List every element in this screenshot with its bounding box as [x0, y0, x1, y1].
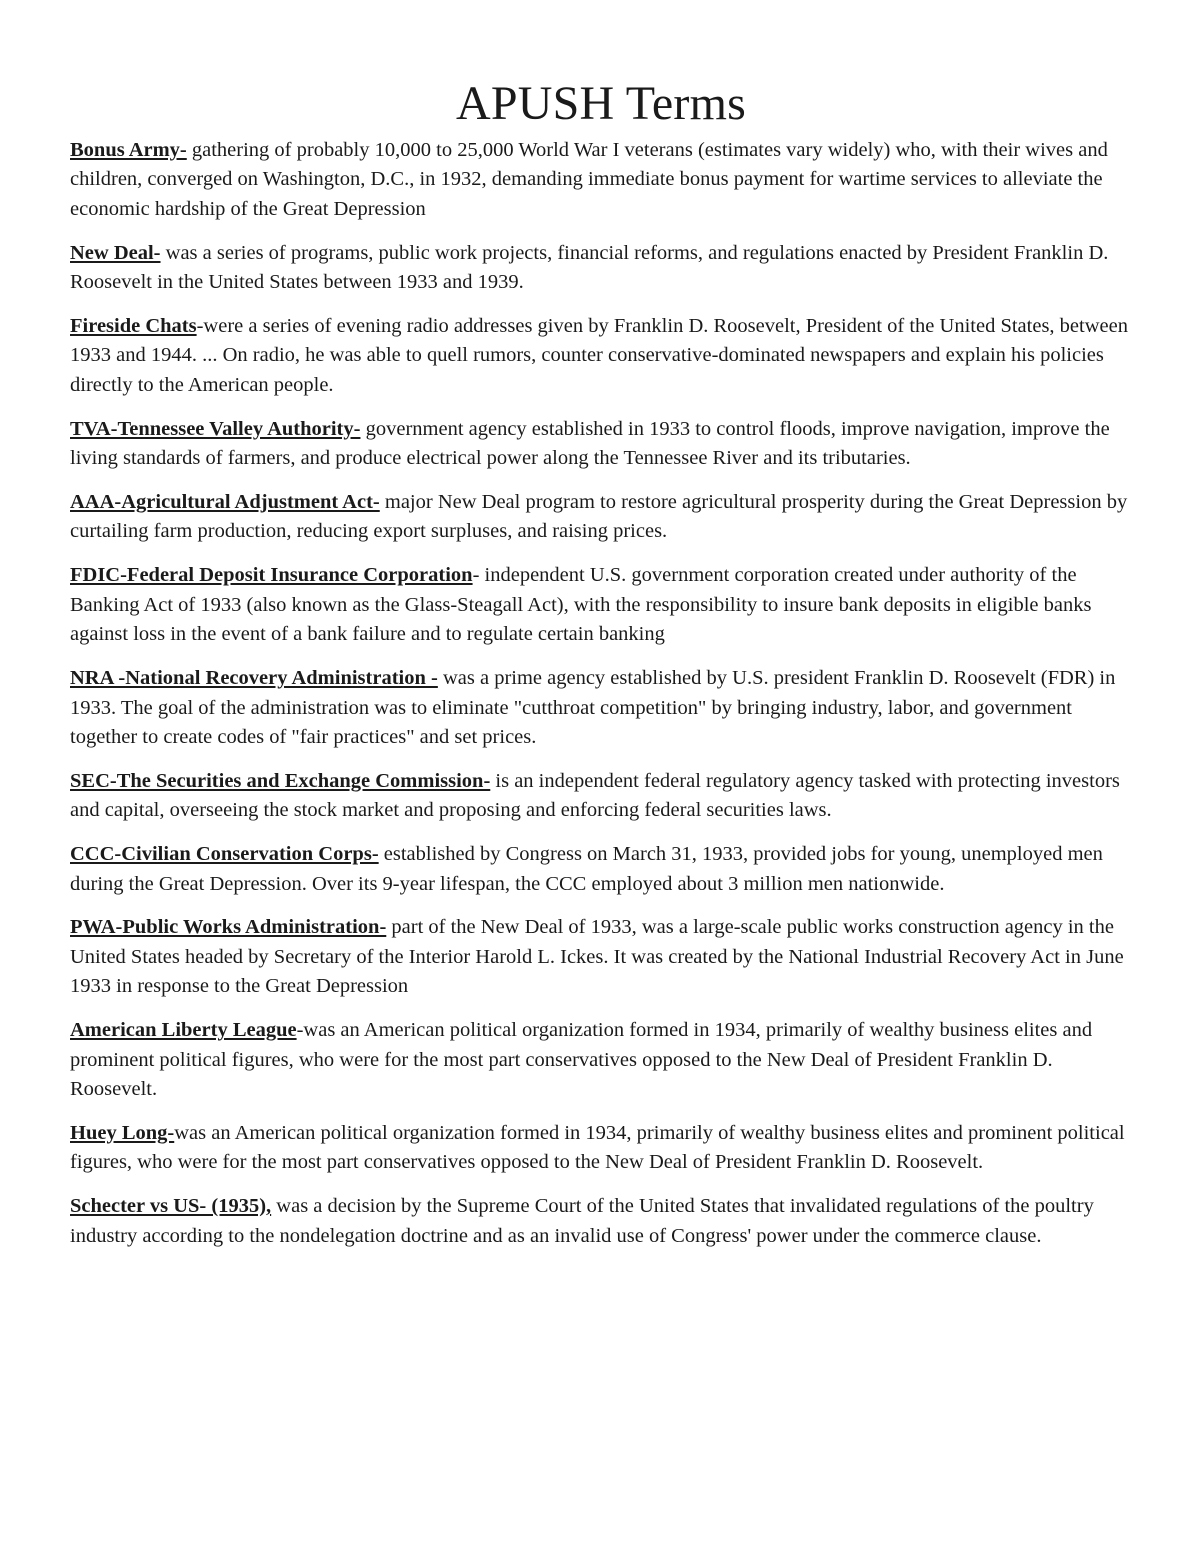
term-label: SEC-The Securities and Exchange Commission- — [70, 769, 491, 792]
document-page — [70, 74, 1132, 1266]
term-definition: is an independent federal regulatory agency tasked with protecting investors and capital, overseeing the stock market and proposing and enforcing federal securities laws. — [70, 769, 1120, 822]
term-definition: was a decision by the Supreme Court of the United States that invalidated regulations of the poultry industry according to the nondelegation doctrine and as an invalid use of Congress' power under the commerce clause. — [70, 1195, 1094, 1247]
term-label: Fireside Chats — [70, 315, 197, 338]
term-label: Huey Long- — [70, 1121, 175, 1144]
term-definition: established by Congress on March 31, 1933, provided jobs for young, unemployed men during the Great Depression. Over its 9-year lifespan, the CCC employed about 3 million men nationwide. — [70, 843, 1103, 895]
term-entry-bonus-army — [70, 136, 1132, 224]
term-definition: was a prime agency established by U.S. president Franklin D. Roosevelt (FDR) in 1933. The goal of the administration was to eliminate "cutthroat competition" by bringing industry, labor, and government together to create codes of "fair practices" and set prices. — [70, 667, 1116, 748]
term-label: FDIC-Federal Deposit Insurance Corporation — [70, 564, 473, 587]
term-label: Schecter vs US- (1935), — [70, 1195, 272, 1218]
term-label: CCC-Civilian Conservation Corps- — [70, 843, 379, 866]
term-entry-fdic — [70, 561, 1132, 649]
term-definition: -were a series of evening radio addresses given by Franklin D. Roosevelt, President of the United States, between 1933 and 1944. ... On radio, he was able to quell rumors, counter conservative-dominated newspapers and explain his policies directly to the American people. — [70, 315, 1128, 396]
term-definition: was an American political organization formed in 1934, primarily of wealthy business elites and prominent political figures, who were for the most part conservatives opposed to the New Deal of President Franklin D. Roosevelt. — [70, 1121, 1125, 1174]
term-definition: gathering of probably 10,000 to 25,000 World War I veterans (estimates vary widely) who, with their wives and children, converged on Washington, D.C., in 1932, demanding immediate bonus payment for wartime services to alleviate the economic hardship of the Great Depression — [70, 139, 1108, 220]
term-label: Bonus Army- — [70, 139, 187, 161]
term-entry-sec — [70, 767, 1132, 826]
term-label: New Deal- — [70, 241, 161, 264]
term-definition: was a series of programs, public work projects, financial reforms, and regulations enacted by President Franklin D. Roosevelt in the United States between 1933 and 1939. — [70, 241, 1109, 294]
term-entry-aaa — [70, 488, 1132, 547]
page-title: APUSH Terms — [456, 77, 746, 130]
term-entry-fireside-chats — [70, 312, 1132, 400]
term-definition: major New Deal program to restore agricultural prosperity during the Great Depression by curtailing farm production, reducing export surpluses, and raising prices. — [70, 491, 1128, 543]
term-entry-new-deal — [70, 239, 1132, 298]
term-label: AAA-Agricultural Adjustment Act- — [70, 491, 380, 514]
term-label: American Liberty League — [70, 1019, 297, 1042]
term-entry-huey-long — [70, 1119, 1132, 1178]
term-entry-american-liberty-league — [70, 1016, 1132, 1104]
term-definition: part of the New Deal of 1933, was a large-scale public works construction agency in the United States headed by Secretary of the Interior Harold L. Ickes. It was created by the National Industrial Recovery Act in June 1933 in response to the Great Depression — [70, 916, 1124, 998]
term-definition: government agency established in 1933 to control floods, improve navigation, improve the living standards of farmers, and produce electrical power along the Tennessee River and its tributaries. — [70, 417, 1110, 470]
term-entry-schecter-vs-us — [70, 1192, 1132, 1251]
term-entry-pwa — [70, 913, 1132, 1001]
term-label: PWA-Public Works Administration- — [70, 916, 387, 939]
term-entry-ccc — [70, 840, 1132, 899]
term-entry-nra — [70, 664, 1132, 752]
term-definition: - independent U.S. government corporation created under authority of the Banking Act of 1933 (also known as the Glass-Steagall Act), with the responsibility to insure bank deposits in eligible banks against loss in the event of a bank failure and to regulate certain banking — [70, 564, 1092, 646]
term-entry-tva — [70, 415, 1132, 474]
term-label: TVA-Tennessee Valley Authority- — [70, 417, 361, 440]
term-label: NRA -National Recovery Administration - — [70, 667, 438, 690]
term-definition: -was an American political organization formed in 1934, primarily of wealthy business elites and prominent political figures, who were for the most part conservatives opposed to the New Deal of President Franklin D. Roosevelt. — [70, 1019, 1093, 1100]
